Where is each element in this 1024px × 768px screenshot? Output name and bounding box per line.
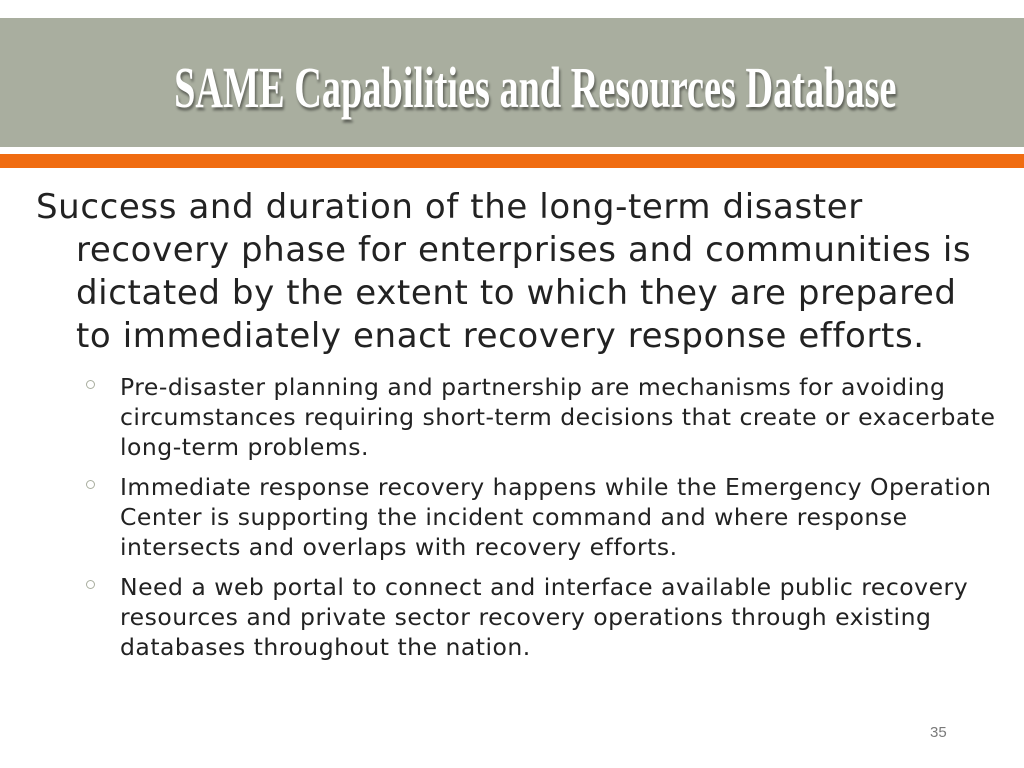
slide-body: [36, 186, 996, 672]
sub-bullet-item: [36, 372, 996, 462]
hollow-circle-bullet-icon: [86, 380, 95, 389]
sub-bullet-text: Immediate response recovery happens while the Emergency Operation Center is supporting the incident command and where response intersects and overlaps with recovery efforts.: [120, 473, 992, 561]
hollow-circle-bullet-icon: [86, 480, 95, 489]
sub-bullet-text: Pre-disaster planning and partnership are mechanisms for avoiding circumstances requiring short-term decisions that create or exacerbate long-term problems.: [120, 373, 996, 461]
page-number: 35: [930, 724, 947, 741]
sub-bullet-text: Need a web portal to connect and interface available public recovery resources and private sector recovery operations through existing databases throughout the nation.: [120, 573, 969, 661]
sub-bullet-item: [36, 472, 996, 562]
main-bullet-text: Success and duration of the long-term disaster recovery phase for enterprises and communities is dictated by the extent to which they are prepared to immediately enact recovery response efforts.: [36, 187, 972, 356]
slide-title: SAME Capabilities and Resources Database: [174, 55, 897, 120]
sub-bullet-item: [36, 572, 996, 662]
hollow-circle-bullet-icon: [86, 580, 95, 589]
accent-bar: [0, 154, 1024, 168]
sub-bullet-list: [36, 372, 996, 662]
